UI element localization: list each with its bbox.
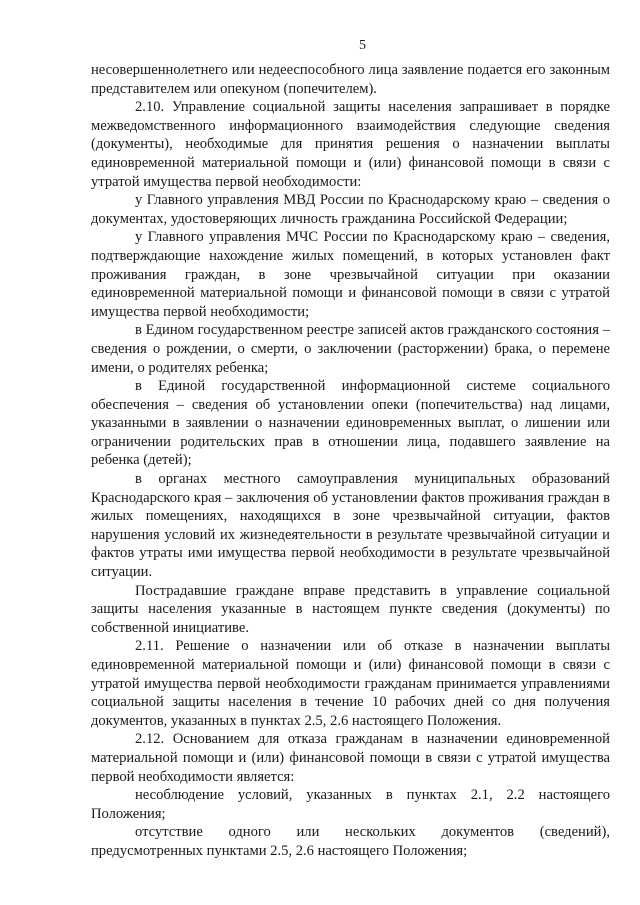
paragraph: Пострадавшие граждане вправе представить в управление социальной защиты населения указанные в настоящем пункте сведения (документы) по собственной инициативе. [91, 582, 610, 636]
paragraph: несоблюдение условий, указанных в пунктах 2.1, 2.2 настоящего Положения; [91, 787, 610, 822]
paragraph: 2.10. Управление социальной защиты населения запрашивает в порядке межведомственного информационного взаимодействия следующие сведения (документы), необходимые для принятия решения о назначении выплаты единовременной материальной помощи и (или) финансовой помощи в связи с утратой имущества первой необходимости: [91, 99, 610, 190]
paragraph: у Главного управления МВД России по Краснодарскому краю – сведения о документах, удостоверяющих личность гражданина Российской Федерации; [91, 192, 610, 227]
page-number: 5 [359, 38, 366, 53]
document-body [91, 61, 610, 861]
paragraph: отсутствие одного или нескольких документов (сведений), предусмотренных пунктами 2.5, 2.6 настоящего Положения; [91, 824, 610, 859]
paragraph: 2.11. Решение о назначении или об отказе в назначении выплаты единовременной материальной помощи и (или) финансовой помощи в связи с утратой имущества первой необходимости гражданам принимается управлениями социальной защиты населения в течение 10 рабочих дней со дня получения документов, указанных в пунктах 2.5, 2.6 настоящего Положения. [91, 638, 610, 729]
paragraph: у Главного управления МЧС России по Краснодарскому краю – сведения, подтверждающие нахождение жилых помещений, в которых установлен факт проживания граждан, в зоне чрезвычайной ситуации при оказании единовременной материальной помощи и финансовой помощи в связи с утратой имущества первой необходимости; [91, 229, 610, 320]
paragraph: в Едином государственном реестре записей актов гражданского состояния – сведения о рождении, о смерти, о заключении (расторжении) брака, о перемене имени, о родителях ребенка; [91, 322, 610, 376]
paragraph: в органах местного самоуправления муниципальных образований Краснодарского края – заключения об установлении фактов проживания граждан в жилых помещениях, находящихся в зоне чрезвычайной ситуации, фактов нарушения условий их жизнедеятельности в результате чрезвычайной ситуации и фактов утраты ими имущества первой необходимости в результате чрезвычайной ситуации. [91, 471, 610, 581]
paragraph: 2.12. Основанием для отказа гражданам в назначении единовременной материальной помощи и (или) финансовой помощи в связи с утратой имущества первой необходимости является: [91, 731, 610, 785]
paragraph: в Единой государственной информационной системе социального обеспечения – сведения об установлении опеки (попечительства) над лицами, указанными в заявлении о назначении единовременных выплат, о лишении или ограничении родительских прав в отношении лица, подавшего заявление на ребенка (детей); [91, 378, 610, 469]
paragraph: несовершеннолетнего или недееспособного лица заявление подается его законным представителем или опекуном (попечителем). [91, 62, 610, 97]
